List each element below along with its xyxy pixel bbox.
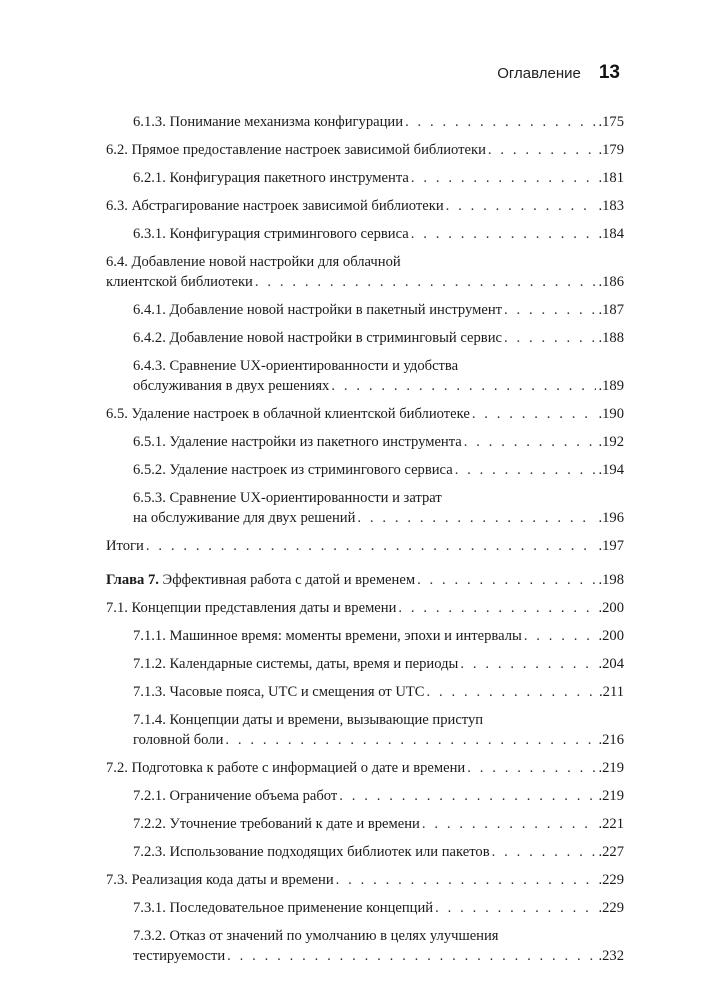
toc-entry-title-text: 6.5. Удаление настроек в облачной клиентской библиотеке (106, 406, 470, 422)
toc-entry-page: .200 (598, 600, 624, 616)
toc-entry-title-text: 7.1.2. Календарные системы, даты, время и периоды (133, 656, 459, 672)
toc-entry (106, 654, 624, 674)
dot-leader (422, 814, 597, 834)
toc-entry (106, 300, 624, 320)
toc-entry (106, 842, 624, 862)
toc-entry-title (133, 946, 225, 966)
toc-entry-title (133, 682, 425, 702)
toc-entry-page: .229 (598, 900, 624, 916)
toc-entry-title-text: на обслуживание для двух решений (133, 510, 356, 526)
toc-entry (106, 758, 624, 778)
toc-entry-title-text: 6.5.1. Удаление настройки из пакетного инструмента (133, 434, 462, 450)
toc-entry (106, 460, 624, 480)
toc-entry-title-text: тестируемости (133, 948, 226, 964)
dot-leader (255, 272, 597, 292)
toc-entry (106, 598, 624, 618)
toc-entry (106, 710, 624, 750)
toc-entry-page: .187 (598, 302, 624, 318)
dot-leader (339, 786, 596, 806)
toc-entry-title (133, 432, 462, 452)
dot-leader (504, 300, 596, 320)
toc-entry-title-text: 6.3.1. Конфигурация стримингового сервиса (133, 226, 409, 242)
toc-entry-title (106, 196, 444, 216)
toc-entry (106, 626, 624, 646)
dot-leader (225, 730, 596, 750)
toc-entry-page: .179 (598, 142, 624, 158)
toc-entry-title (133, 730, 223, 750)
toc-entry-title-text: 6.2.1. Конфигурация пакетного инструмента (133, 170, 409, 186)
toc-entry (106, 682, 624, 702)
toc-entry-page: .196 (598, 510, 624, 526)
toc-entry-page: .186 (598, 274, 624, 290)
dot-leader (331, 376, 596, 396)
dot-leader (472, 404, 597, 424)
toc-entry-page: .198 (598, 572, 624, 588)
toc-entry-title (106, 272, 253, 292)
toc-entry-title (106, 536, 144, 556)
toc-entry (106, 404, 624, 424)
dot-leader (455, 460, 597, 480)
toc-entry-title-text: Эффективная работа с датой и временем (158, 572, 416, 588)
toc-entry (106, 570, 624, 590)
toc-entry (106, 196, 624, 216)
dot-leader (504, 328, 596, 348)
dot-leader (405, 112, 596, 132)
toc-entry-title-text: клиентской библиотеки (106, 274, 253, 290)
toc-entry-title-line: 6.4. Добавление новой настройки для облачной (106, 254, 401, 270)
toc-entry-title-text: 7.1. Концепции представления даты и времени (106, 600, 397, 616)
toc-entry-title-line: 6.5.3. Сравнение UX-ориентированности и затрат (133, 490, 442, 506)
dot-leader (417, 570, 596, 590)
toc-entry (106, 870, 624, 890)
toc-entry (106, 356, 624, 396)
toc-entry-title-text: Итоги (106, 538, 144, 554)
toc-entry-page: .211 (599, 684, 624, 700)
toc-entry-title (133, 224, 409, 244)
dot-leader (411, 224, 597, 244)
toc-entry-page: .184 (598, 226, 624, 242)
dot-leader (446, 196, 597, 216)
toc-entry-title-line: 6.4.3. Сравнение UX-ориентированности и удобства (133, 358, 459, 374)
toc-entry-title-text: головной боли (133, 732, 224, 748)
toc-entry (106, 536, 624, 556)
toc-entry (106, 786, 624, 806)
toc-entry-title-text: 6.1.3. Понимание механизма конфигурации (133, 114, 404, 130)
dot-leader (427, 682, 597, 702)
toc-entry-title (133, 376, 329, 396)
section-title: Оглавление (497, 65, 581, 82)
toc-entry-title (133, 786, 337, 806)
dot-leader (488, 140, 597, 160)
dot-leader (357, 508, 596, 528)
dot-leader (464, 432, 597, 452)
toc-entry (106, 252, 624, 292)
toc-entry-page: .227 (598, 844, 624, 860)
toc-entry-title-text: 7.2.3. Использование подходящих библиотек или пакетов (133, 844, 490, 860)
toc-entry (106, 140, 624, 160)
toc-entry-title-text: 6.3. Абстрагирование настроек зависимой библиотеки (106, 198, 444, 214)
toc-entry-page: .188 (598, 330, 624, 346)
toc-entry-title (133, 112, 403, 132)
toc-entry (106, 926, 624, 966)
chapter-label: Глава 7. (106, 572, 159, 588)
toc-entry (106, 112, 624, 132)
toc-entry-title (133, 842, 490, 862)
toc-entry-page: .221 (598, 816, 624, 832)
toc-entry-title-text: 7.1.1. Машинное время: моменты времени, эпохи и интервалы (133, 628, 522, 644)
dot-leader (460, 654, 596, 674)
running-header (497, 62, 620, 84)
toc-entry-title-text: 7.3.1. Последовательное применение концепций (133, 900, 434, 916)
toc-entry-title (133, 460, 453, 480)
dot-leader (411, 168, 597, 188)
dot-leader (146, 536, 597, 556)
toc-entry (106, 814, 624, 834)
dot-leader (492, 842, 597, 862)
toc-entry (106, 898, 624, 918)
toc-entry-title (106, 870, 334, 890)
toc-entry-title (133, 168, 409, 188)
toc-entry-title-text: 7.2. Подготовка к работе с информацией о дате и времени (106, 760, 466, 776)
toc-entry (106, 488, 624, 528)
toc-entry-page: .192 (598, 434, 624, 450)
dot-leader (398, 598, 596, 618)
dot-leader (524, 626, 597, 646)
toc-entry-page: .219 (598, 788, 624, 804)
toc-entry-title (106, 570, 415, 590)
toc-entry-title-text: 6.4.2. Добавление новой настройки в стриминговый сервис (133, 330, 502, 346)
toc-entry-title-text: 6.4.1. Добавление новой настройки в пакетный инструмент (133, 302, 503, 318)
toc-entry-title (133, 300, 502, 320)
toc-entry-page: .216 (598, 732, 624, 748)
toc-entry (106, 432, 624, 452)
toc-entry-title (106, 598, 396, 618)
table-of-contents (106, 112, 624, 974)
toc-entry-page: .194 (598, 462, 624, 478)
toc-entry-title-text: 7.3. Реализация кода даты и времени (106, 872, 334, 888)
toc-entry-page: .175 (598, 114, 624, 130)
toc-entry (106, 224, 624, 244)
toc-entry-page: .229 (598, 872, 624, 888)
toc-entry-title (133, 508, 355, 528)
toc-entry-title (106, 758, 465, 778)
toc-entry-title-text: 7.1.3. Часовые пояса, UTC и смещения от UTC (133, 684, 425, 700)
toc-entry-page: .200 (598, 628, 624, 644)
toc-entry (106, 328, 624, 348)
toc-entry-title (133, 814, 420, 834)
page-number: 13 (598, 62, 620, 83)
toc-entry-title-text: 7.2.1. Ограничение объема работ (133, 788, 338, 804)
toc-entry-page: .219 (598, 760, 624, 776)
toc-entry-title (106, 404, 470, 424)
toc-entry-page: .181 (598, 170, 624, 186)
toc-entry-title (133, 328, 502, 348)
dot-leader (435, 898, 596, 918)
dot-leader (467, 758, 596, 778)
toc-entry-title-text: обслуживания в двух решениях (133, 378, 330, 394)
toc-entry-title (133, 898, 433, 918)
toc-entry-title-text: 6.2. Прямое предоставление настроек зависимой библиотеки (106, 142, 486, 158)
toc-entry-title-text: 6.5.2. Удаление настроек из стримингового сервиса (133, 462, 453, 478)
toc-entry-page: .190 (598, 406, 624, 422)
toc-entry-page: .183 (598, 198, 624, 214)
toc-entry (106, 168, 624, 188)
dot-leader (336, 870, 597, 890)
toc-entry-title (133, 626, 522, 646)
toc-entry-page: .189 (598, 378, 624, 394)
toc-entry-page: .232 (598, 948, 624, 964)
toc-entry-title-line: 7.3.2. Отказ от значений по умолчанию в целях улучшения (133, 928, 499, 944)
toc-entry-page: .204 (598, 656, 624, 672)
toc-entry-title-line: 7.1.4. Концепции даты и времени, вызывающие приступ (133, 712, 484, 728)
toc-entry-title-text: 7.2.2. Уточнение требований к дате и времени (133, 816, 420, 832)
dot-leader (227, 946, 596, 966)
toc-entry-title (133, 654, 458, 674)
toc-entry-page: .197 (598, 538, 624, 554)
toc-entry-title (106, 140, 486, 160)
